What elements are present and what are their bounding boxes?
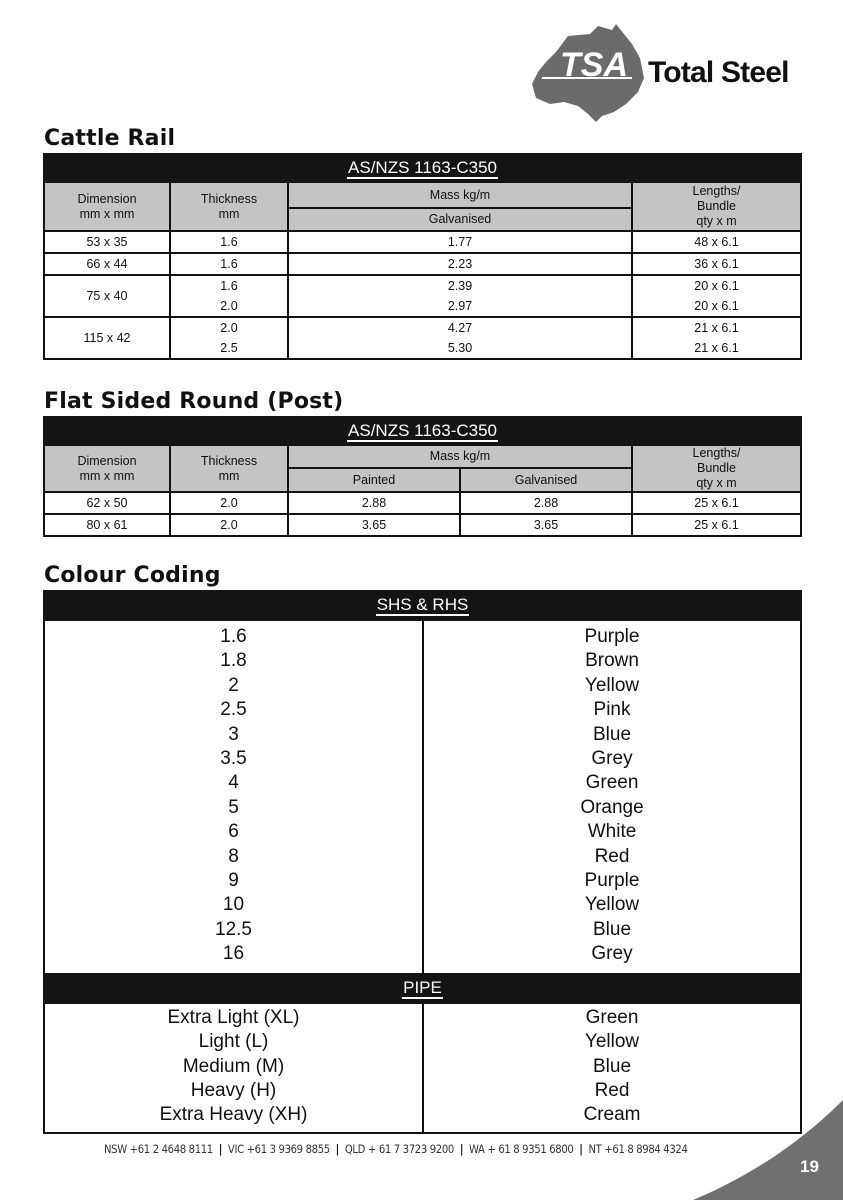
list-item: Cream	[583, 1104, 641, 1126]
header-mass-galvanised: Galvanised	[288, 208, 632, 231]
list-item: Purple	[584, 870, 640, 892]
table-row: 115 x 42 2.0 2.5 4.27 5.30 21 x 6.1 21 x 6.1	[44, 317, 801, 359]
colour-coding-title: Colour Coding	[44, 563, 221, 588]
table-row: 66 x 44 1.6 2.23 36 x 6.1	[44, 253, 801, 275]
list-item: Red	[594, 845, 630, 867]
list-item: 8	[228, 845, 239, 867]
list-item: Red	[594, 1079, 630, 1101]
header-thickness: Thickness mm	[170, 445, 288, 492]
flat-sided-round-table	[43, 416, 802, 537]
list-item: Grey	[591, 943, 633, 965]
brand-name: Total Steel	[648, 56, 789, 89]
list-item: Green	[585, 1006, 639, 1028]
list-item: Extra Light (XL)	[167, 1006, 300, 1028]
page-number: 19	[800, 1157, 819, 1176]
list-item: 4	[228, 772, 239, 794]
list-item: 9	[228, 870, 239, 892]
list-item: Heavy (H)	[190, 1079, 277, 1101]
colour-coding-table	[43, 590, 802, 1134]
header-mass: Mass kg/m	[288, 445, 632, 468]
list-item: 6	[228, 821, 239, 843]
header-lengths: Lengths/ Bundle qty x m	[632, 445, 801, 492]
list-item: Grey	[591, 748, 633, 770]
list-item: 10	[222, 894, 245, 916]
list-item: Blue	[592, 918, 632, 940]
list-item: Purple	[584, 626, 640, 647]
cattle-rail-standard: AS/NZS 1163-C350	[44, 154, 801, 182]
shs-rhs-band: SHS & RHS	[44, 591, 801, 620]
contact-wa: WA + 61 8 9351 6800	[469, 1143, 574, 1156]
list-item: 1.6	[220, 626, 247, 647]
table-row: 80 x 61 2.0 3.65 3.65 25 x 6.1	[44, 514, 801, 536]
list-item: Blue	[592, 1055, 632, 1077]
header-mass-galvanised: Galvanised	[460, 468, 632, 492]
contact-nt: NT +61 8 8984 4324	[588, 1143, 688, 1156]
list-item: 3	[228, 723, 239, 745]
contact-nsw: NSW +61 2 4648 8111	[104, 1143, 213, 1156]
list-item: 12.5	[215, 918, 252, 940]
header-dimension: Dimension mm x mm	[44, 182, 170, 231]
flat-sided-round-standard: AS/NZS 1163-C350	[44, 417, 801, 445]
list-item: Extra Heavy (XH)	[159, 1104, 308, 1126]
header-mass-painted: Painted	[288, 468, 460, 492]
list-item: Yellow	[584, 894, 640, 916]
shs-rhs-colours	[423, 620, 801, 974]
list-item: 1.8	[220, 650, 247, 672]
cattle-rail-table	[43, 153, 802, 360]
list-item: White	[587, 821, 637, 843]
pipe-grades	[44, 1003, 423, 1133]
header-mass: Mass kg/m	[288, 182, 632, 208]
table-row: 62 x 50 2.0 2.88 2.88 25 x 6.1	[44, 492, 801, 514]
list-item: Brown	[585, 650, 639, 672]
list-item: 2.5	[220, 699, 247, 721]
page-corner-shape	[683, 1100, 843, 1200]
contact-vic: VIC +61 3 9369 8855	[227, 1143, 330, 1156]
header-lengths: Lengths/ Bundle qty x m	[632, 182, 801, 231]
list-item: 2	[228, 674, 239, 696]
contact-qld: QLD + 61 7 3723 9200	[344, 1143, 454, 1156]
list-item: Medium (M)	[182, 1055, 285, 1077]
list-item: Pink	[593, 699, 631, 721]
flat-sided-round-title: Flat Sided Round (Post)	[44, 389, 344, 414]
table-row: 53 x 35 1.6 1.77 48 x 6.1	[44, 231, 801, 253]
pipe-band: PIPE	[44, 974, 801, 1003]
header-dimension: Dimension mm x mm	[44, 445, 170, 492]
list-item: 5	[228, 796, 239, 818]
list-item: Green	[585, 772, 639, 794]
list-item: Blue	[592, 723, 632, 745]
list-item: 16	[222, 943, 245, 965]
list-item: 3.5	[220, 748, 247, 770]
list-item: Yellow	[584, 674, 640, 696]
list-item: Orange	[580, 796, 644, 818]
footer-contacts: NSW +61 2 4648 8111 | VIC +61 3 9369 8855 | QLD + 61 7 3723 9200 | WA + 61 8 9351 6800 | NT +61 8 8984 4324	[104, 1143, 688, 1156]
list-item: Light (L)	[198, 1031, 269, 1053]
shs-rhs-sizes	[44, 620, 423, 974]
table-row: 75 x 40 1.6 2.0 2.39 2.97 20 x 6.1 20 x 6.1	[44, 275, 801, 317]
list-item: Yellow	[584, 1031, 640, 1053]
logo-mark-text: TSA	[560, 46, 628, 84]
cattle-rail-title: Cattle Rail	[44, 126, 176, 151]
header-thickness: Thickness mm	[170, 182, 288, 231]
